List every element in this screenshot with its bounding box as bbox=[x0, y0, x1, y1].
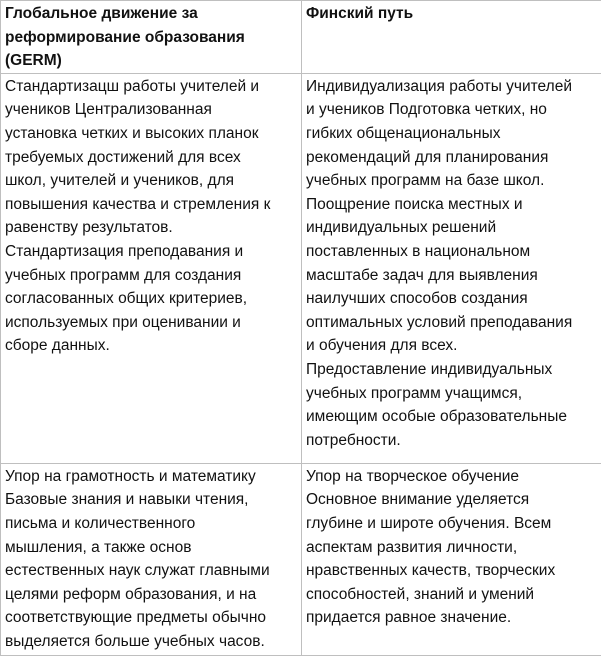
text-line: Основное внимание уделяется bbox=[306, 488, 597, 512]
text-line: и учеников Подготовка четких, но bbox=[306, 98, 597, 122]
text-line: способностей, знаний и умений bbox=[306, 583, 597, 607]
text-line: поставленных в национальном bbox=[306, 240, 597, 264]
text-line: учебных программ учащимся, bbox=[306, 382, 597, 406]
text-line: сборе данных. bbox=[5, 334, 297, 358]
text-line: соответствующие предметы обычно bbox=[5, 606, 297, 630]
text-line: гибких общенациональных bbox=[306, 122, 597, 146]
text-line: нравственных качеств, творческих bbox=[306, 559, 597, 583]
text-line: рекомендаций для планирования bbox=[306, 146, 597, 170]
cell-germ-literacy-math bbox=[1, 463, 302, 655]
text-line: письма и количественного bbox=[5, 512, 297, 536]
text-line: Стандартизацш работы учителей и bbox=[5, 75, 297, 99]
cell-finnish-creative-learning bbox=[302, 463, 601, 655]
text-line: Упор на творческое обучение bbox=[306, 465, 597, 489]
text-line: установка четких и высоких планок bbox=[5, 122, 297, 146]
text-line: имеющим особые образовательные bbox=[306, 405, 597, 429]
text-line: Упор на грамотность и математику bbox=[5, 465, 297, 489]
text-line: учебных программ на базе школ. bbox=[306, 169, 597, 193]
text-line: Базовые знания и навыки чтения, bbox=[5, 488, 297, 512]
text-line: учеников Централизованная bbox=[5, 98, 297, 122]
text-line: Глобальное движение за bbox=[5, 2, 297, 26]
text-line: и обучения для всех. bbox=[306, 334, 597, 358]
text-line: Индивидуализация работы учителей bbox=[306, 75, 597, 99]
text-line: выделяется больше учебных часов. bbox=[5, 630, 297, 654]
text-line: (GERM) bbox=[5, 49, 297, 73]
cell-finnish-individualization bbox=[302, 73, 601, 463]
text-line: Поощрение поиска местных и bbox=[306, 193, 597, 217]
table-row bbox=[1, 73, 601, 463]
text-line: оптимальных условий преподавания bbox=[306, 311, 597, 335]
text-line: наилучших способов создания bbox=[306, 287, 597, 311]
cell-germ-standardization bbox=[1, 73, 302, 463]
text-line: естественных наук служат главными bbox=[5, 559, 297, 583]
text-line: Стандартизация преподавания и bbox=[5, 240, 297, 264]
text-line: учебных программ для создания bbox=[5, 264, 297, 288]
text-line: аспектам развития личности, bbox=[306, 536, 597, 560]
text-line: целями реформ образования, и на bbox=[5, 583, 297, 607]
text-line: школ, учителей и учеников, для bbox=[5, 169, 297, 193]
header-row bbox=[1, 1, 601, 74]
text-line: масштабе задач для выявления bbox=[306, 264, 597, 288]
text-line: Финский путь bbox=[306, 2, 597, 26]
text-line: повышения качества и стремления к bbox=[5, 193, 297, 217]
text-line: используемых при оценивании и bbox=[5, 311, 297, 335]
header-cell-finnish-way bbox=[302, 1, 601, 74]
text-line: требуемых достижений для всех bbox=[5, 146, 297, 170]
text-line: мышления, а также основ bbox=[5, 536, 297, 560]
text-line: глубине и широте обучения. Всем bbox=[306, 512, 597, 536]
text-line: придается равное значение. bbox=[306, 606, 597, 630]
text-line: индивидуальных решений bbox=[306, 216, 597, 240]
text-line: согласованных общих критериев, bbox=[5, 287, 297, 311]
text-line: Предоставление индивидуальных bbox=[306, 358, 597, 382]
text-line: потребности. bbox=[306, 429, 597, 453]
header-cell-germ bbox=[1, 1, 302, 74]
text-line: реформирование образования bbox=[5, 26, 297, 50]
text-line: равенству результатов. bbox=[5, 216, 297, 240]
table-row bbox=[1, 463, 601, 655]
